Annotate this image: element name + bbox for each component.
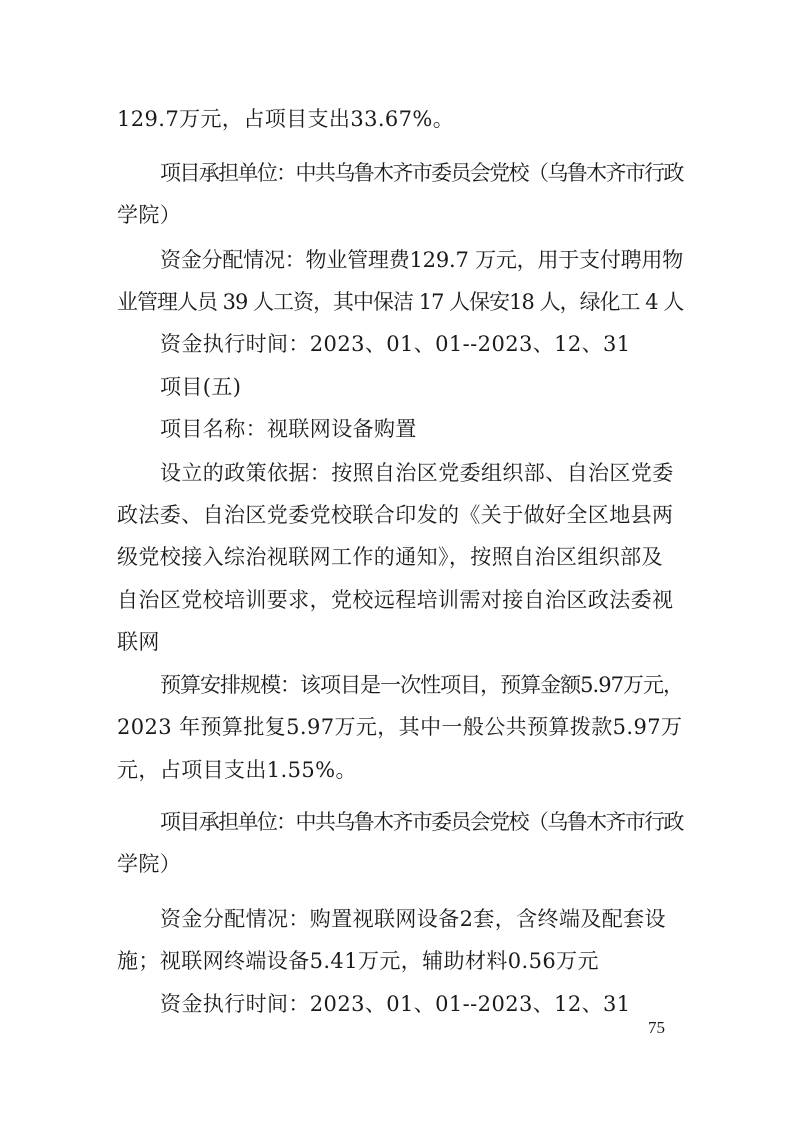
text-line: 联网 (117, 630, 160, 654)
text-line: 政法委、自治区党委党校联合印发的《关于做好全区地县两 (117, 503, 674, 527)
text-line: 项目名称：视联网设备购置 (160, 417, 417, 441)
section-heading: 项目(五) (160, 375, 242, 399)
text-line: 资金分配情况：购置视联网设备2套，含终端及配套设 (160, 907, 666, 931)
text-line: 2023 年预算批复5.97万元，其中一般公共预算拨款5.97万 (117, 715, 683, 739)
page-number: 75 (648, 1018, 665, 1037)
text-line: 设立的政策依据：按照自治区党委组织部、自治区党委 (160, 461, 674, 485)
text-line: 项目承担单位：中共乌鲁木齐市委员会党校（乌鲁木齐市行政 (160, 810, 683, 834)
text-line: 学院） (117, 203, 182, 227)
text-line: 预算安排规模：该项目是一次性项目，预算金额5.97万元， (160, 673, 683, 697)
text-line: 施；视联网终端设备5.41万元，辅助材料0.56万元 (117, 949, 599, 973)
text-line: 资金执行时间：2023、01、01--2023、12、31 (160, 992, 631, 1016)
text-line: 129.7万元，占项目支出33.67%。 (117, 107, 455, 131)
text-line: 学院） (117, 852, 182, 876)
text-line: 自治区党校培训要求，党校远程培训需对接自治区政法委视 (117, 588, 674, 612)
text-line: 资金执行时间：2023、01、01--2023、12、31 (160, 332, 631, 356)
text-line: 级党校接入综治视联网工作的通知》，按照自治区组织部及 (117, 545, 663, 569)
text-line: 项目承担单位：中共乌鲁木齐市委员会党校（乌鲁木齐市行政 (160, 161, 683, 185)
text-line: 资金分配情况：物业管理费129.7 万元，用于支付聘用物 (160, 248, 683, 272)
text-line: 元，占项目支出1.55%。 (117, 758, 357, 782)
text-line: 业管理人员 39 人工资，其中保洁 17 人保安18 人，绿化工 4 人 (117, 290, 684, 314)
